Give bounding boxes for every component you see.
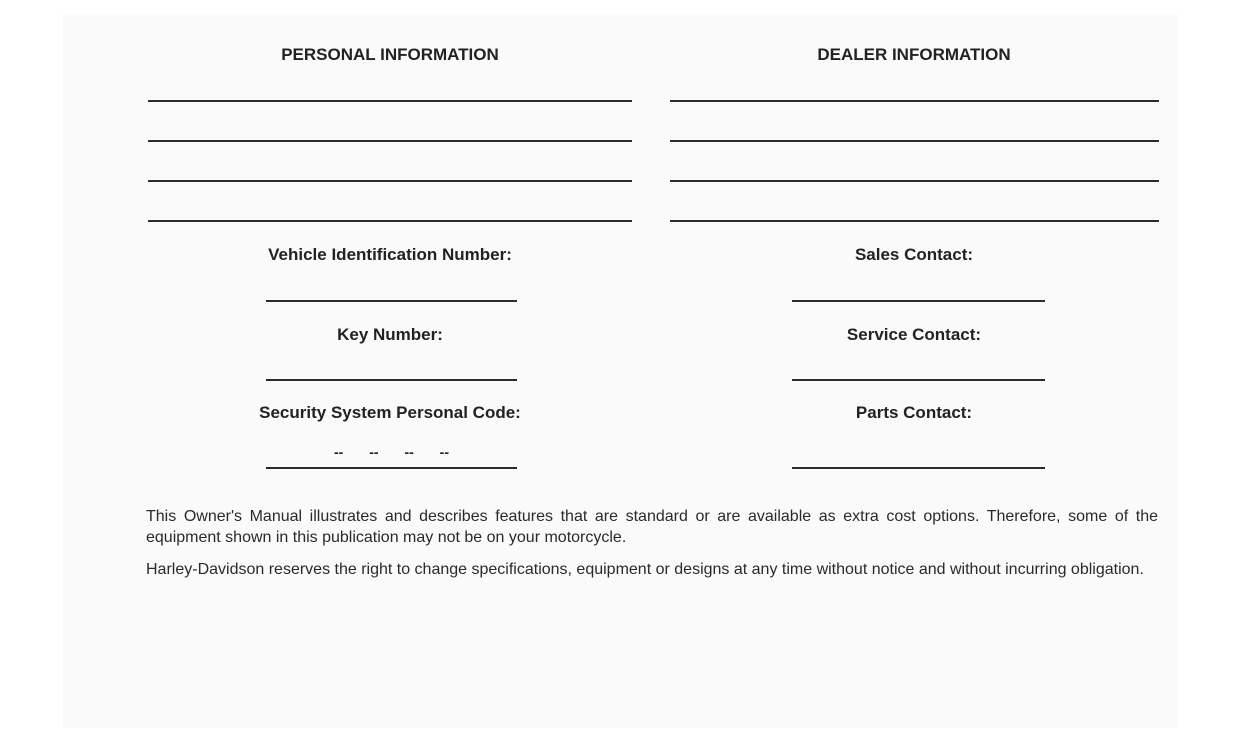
personal-info-line-2[interactable] <box>148 140 632 142</box>
sales-contact-field-line[interactable] <box>792 300 1045 302</box>
dealer-info-line-3[interactable] <box>670 180 1159 182</box>
vin-field-line[interactable] <box>266 300 517 302</box>
personal-information-heading: PERSONAL INFORMATION <box>281 45 499 64</box>
equipment-notice-paragraph: This Owner's Manual illustrates and describes features that are standard or are available as extra cost options. Therefore, some of the equipment shown in this publication may not be on your motorcycle. <box>146 508 1158 546</box>
security-code-label: Security System Personal Code: <box>259 403 521 422</box>
personal-info-line-3[interactable] <box>148 180 632 182</box>
sales-contact-label: Sales Contact: <box>854 245 974 264</box>
personal-info-line-1[interactable] <box>148 100 632 102</box>
service-contact-field-line[interactable] <box>792 379 1045 381</box>
dealer-information-heading: DEALER INFORMATION <box>817 45 1011 64</box>
dealer-info-line-2[interactable] <box>670 140 1159 142</box>
rights-notice-paragraph: Harley-Davidson reserves the right to change specifications, equipment or designs at any time without notice and without incurring obligation. <box>146 561 1144 578</box>
key-number-field-line[interactable] <box>266 379 517 381</box>
security-code-value: -- -- -- -- <box>334 444 449 460</box>
security-code-field-line[interactable] <box>266 467 517 469</box>
vin-label: Vehicle Identification Number: <box>268 245 512 264</box>
document-page <box>63 14 1178 728</box>
parts-contact-label: Parts Contact: <box>855 403 973 422</box>
personal-info-line-4[interactable] <box>148 220 632 222</box>
parts-contact-field-line[interactable] <box>792 467 1045 469</box>
dealer-info-line-4[interactable] <box>670 220 1159 222</box>
dealer-info-line-1[interactable] <box>670 100 1159 102</box>
service-contact-label: Service Contact: <box>846 325 982 344</box>
key-number-label: Key Number: <box>337 325 443 344</box>
